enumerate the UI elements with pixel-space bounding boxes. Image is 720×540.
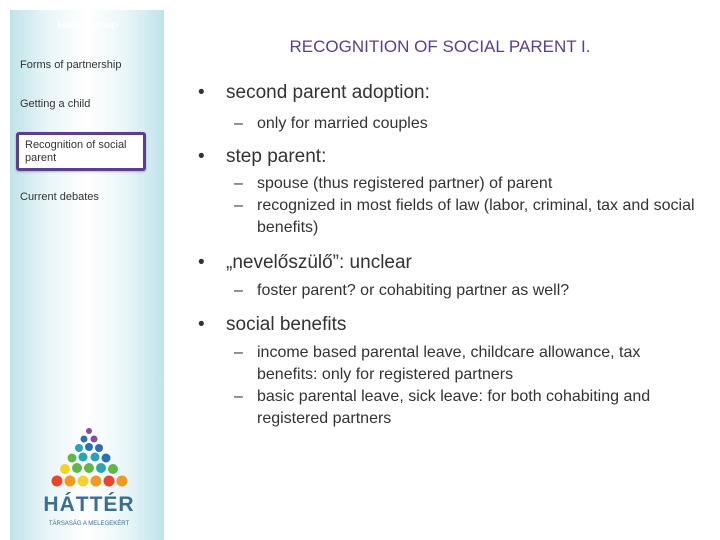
sidebar-item-current-debates[interactable]: Current debates — [20, 191, 99, 203]
sub-bullet: – spouse (thus registered partner) of parent — [234, 175, 553, 192]
sub-bullet-text: spouse (thus registered partner) of parent — [257, 175, 553, 192]
bullet-step-parent: • step parent: — [198, 146, 327, 167]
sub-bullet-text: income based parental leave, childcare allowance, tax benefits: only for registered partners — [257, 344, 641, 383]
sidebar-item-forms-of-partnership[interactable]: Forms of partnership — [20, 59, 122, 71]
sub-bullet-text: recognized in most fields of law (labor, criminal, tax and social benefits) — [257, 197, 695, 236]
logo-wordmark: HÁTTÉR — [43, 493, 135, 516]
slide-content — [196, 82, 696, 430]
bullet-social-benefits: • social benefits — [198, 314, 347, 335]
sidebar-item-recognition-of-social-parent[interactable]: Recognition of social parent — [16, 132, 146, 171]
slide-title: RECOGNITION OF SOCIAL PARENT I. — [289, 37, 591, 56]
bullet-text: step parent: — [226, 146, 327, 167]
hatter-logo — [30, 425, 148, 535]
bullet-nevelo-szulo: • „nevelőszülő”: unclear — [198, 252, 412, 273]
sidebar-item-getting-a-child[interactable]: Getting a child — [20, 98, 91, 110]
sub-bullet: – foster parent? or cohabiting partner as well? — [234, 282, 570, 299]
sub-bullet: – recognized in most fields of law (labor, criminal, tax and social benefits) — [234, 197, 695, 236]
sub-bullet-text: basic parental leave, sick leave: for both cohabiting and registered partners — [257, 388, 651, 427]
sub-bullet: – basic parental leave, sick leave: for both cohabiting and registered partners — [234, 388, 651, 427]
logo-tagline: TÁRSASÁG A MELEGEKÉRT — [48, 521, 130, 527]
sub-bullet: – only for married couples — [234, 115, 428, 132]
rainbow-dots-icon — [30, 425, 148, 495]
sidebar-nav — [10, 10, 164, 540]
bullet-text: „nevelőszülő”: unclear — [226, 252, 412, 273]
sub-bullet-text: foster parent? or cohabiting partner as well? — [257, 282, 570, 299]
bullet-text: social benefits — [226, 314, 347, 335]
sub-bullet-text: only for married couples — [257, 115, 428, 132]
bullet-second-parent-adoption: • second parent adoption: — [198, 82, 430, 103]
sidebar-top-label: Háttér group — [58, 20, 118, 31]
bullet-text: second parent adoption: — [226, 82, 430, 103]
sub-bullet: – income based parental leave, childcare allowance, tax benefits: only for registered partners — [234, 344, 641, 383]
